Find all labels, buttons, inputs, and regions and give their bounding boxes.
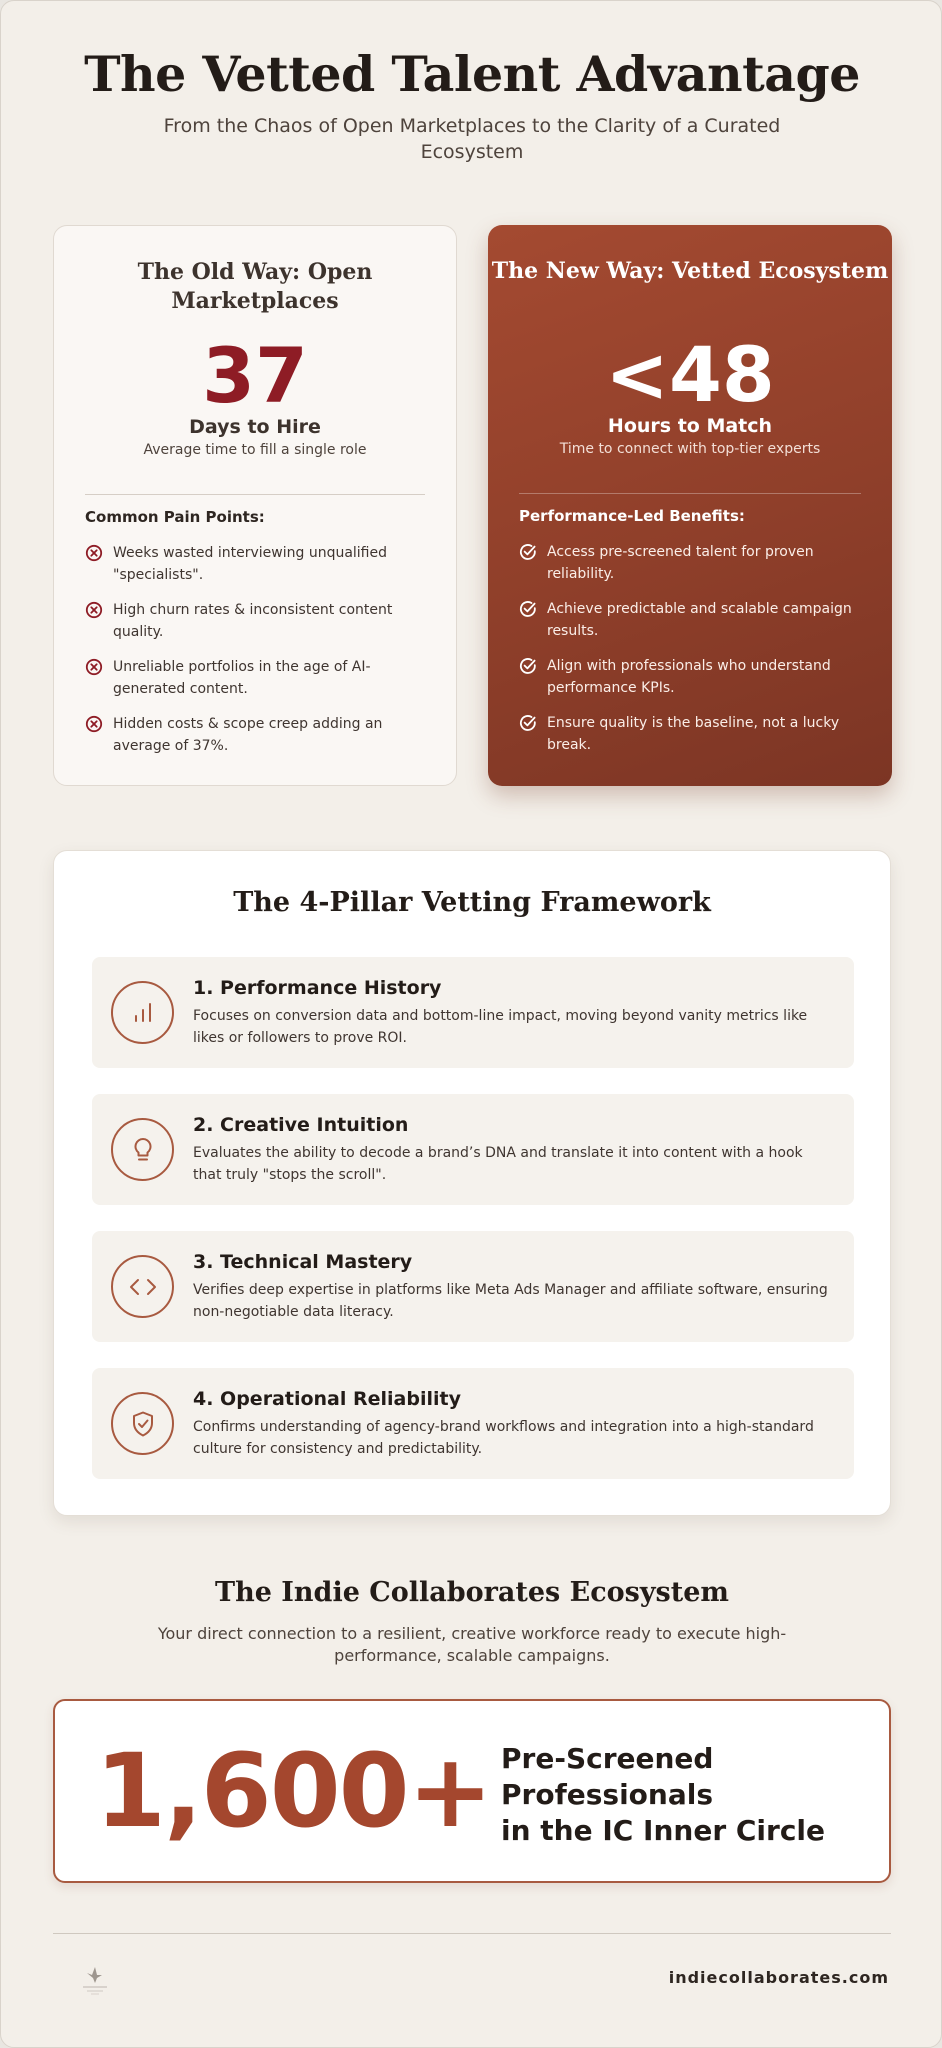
pillar-description: Evaluates the ability to decode a brand’s DNA and translate it into content with a hook that truly "stops the scroll". <box>193 1145 803 1183</box>
pillar-performance-history <box>92 957 854 1068</box>
code-icon <box>111 1255 174 1318</box>
benefit-text: Achieve predictable and scalable campaign results. <box>547 601 852 639</box>
professionals-count: 1,600+ <box>95 1732 492 1851</box>
check-circle-icon <box>519 598 547 625</box>
pillar-description: Focuses on conversion data and bottom-line impact, moving beyond vanity metrics like likes or followers to prove ROI. <box>193 1008 808 1046</box>
x-circle-icon <box>85 542 113 569</box>
pain-points-list <box>85 542 436 770</box>
old-way-card <box>53 225 457 786</box>
ecosystem-subtitle: Your direct connection to a resilient, creative workforce ready to execute high-performance, scalable campaigns. <box>157 1624 787 1665</box>
pillar-creative-intuition <box>92 1094 854 1205</box>
framework-title: The 4-Pillar Vetting Framework <box>233 887 711 918</box>
lightbulb-icon <box>111 1118 174 1181</box>
old-way-stat-caption: Average time to fill a single role <box>143 442 367 458</box>
check-circle-icon <box>519 655 547 682</box>
pillar-description: Confirms understanding of agency-brand workflows and integration into a high-standard culture for consistency and predictability. <box>193 1419 814 1457</box>
page-subtitle: From the Chaos of Open Marketplaces to the Clarity of a Curated Ecosystem <box>163 115 781 163</box>
ecosystem-title: The Indie Collaborates Ecosystem <box>215 1577 729 1608</box>
benefit-text: Access pre-screened talent for proven reliability. <box>547 544 814 582</box>
pillar-title: 3. Technical Mastery <box>193 1251 413 1273</box>
pain-points-heading: Common Pain Points: <box>85 508 265 526</box>
shield-check-icon <box>111 1392 174 1455</box>
check-circle-icon <box>519 541 547 568</box>
pillar-operational-reliability <box>92 1368 854 1479</box>
professionals-label-line: Pre-Screened <box>501 1742 714 1775</box>
benefit-text: Align with professionals who understand performance KPIs. <box>547 658 831 696</box>
new-way-stat-caption: Time to connect with top-tier experts <box>559 441 821 457</box>
old-way-stat: 37 <box>202 331 308 420</box>
check-circle-icon <box>519 712 547 739</box>
pain-point-text: High churn rates & inconsistent content quality. <box>113 602 393 640</box>
bird-logo-icon <box>73 1963 117 1997</box>
list-item <box>519 655 872 712</box>
pillar-title: 4. Operational Reliability <box>193 1388 461 1410</box>
vetting-framework-panel <box>53 850 891 1516</box>
x-circle-icon <box>85 599 113 626</box>
list-item <box>519 598 872 655</box>
pillar-title: 2. Creative Intuition <box>193 1114 409 1136</box>
professionals-label-line: in the IC Inner Circle <box>501 1814 826 1847</box>
pillar-technical-mastery <box>92 1231 854 1342</box>
new-way-card <box>488 225 892 786</box>
list-item <box>85 713 436 770</box>
bar-chart-icon <box>111 981 174 1044</box>
list-item <box>519 712 872 769</box>
footer-divider <box>53 1933 891 1934</box>
pillar-description: Verifies deep expertise in platforms like Meta Ads Manager and affiliate software, ensuring non-negotiable data literacy. <box>193 1282 828 1320</box>
new-way-stat-label: Hours to Match <box>607 415 773 437</box>
new-way-title: The New Way: Vetted Ecosystem <box>491 258 889 284</box>
pain-point-text: Weeks wasted interviewing unqualified "specialists". <box>113 545 388 583</box>
pain-point-text: Unreliable portfolios in the age of AI-generated content. <box>113 659 371 697</box>
divider <box>519 493 861 494</box>
pillar-title: 1. Performance History <box>193 977 442 999</box>
list-item <box>85 542 436 599</box>
page-title: The Vetted Talent Advantage <box>84 45 860 103</box>
benefits-heading: Performance-Led Benefits: <box>519 507 745 525</box>
new-way-stat: <48 <box>605 330 775 419</box>
x-circle-icon <box>85 713 113 740</box>
x-circle-icon <box>85 656 113 683</box>
divider <box>85 494 425 495</box>
list-item <box>519 541 872 598</box>
benefit-text: Ensure quality is the baseline, not a lucky break. <box>547 715 840 753</box>
list-item <box>85 656 436 713</box>
professionals-label-line: Professionals <box>501 1778 713 1811</box>
website-link[interactable]: indiecollaborates.com <box>668 1968 889 1987</box>
ecosystem-stat-box <box>53 1699 891 1883</box>
pain-point-text: Hidden costs & scope creep adding an average of 37%. <box>113 716 383 754</box>
list-item <box>85 599 436 656</box>
old-way-stat-label: Days to Hire <box>189 416 321 438</box>
professionals-label <box>501 1741 861 1849</box>
old-way-title: The Old Way: Open Marketplaces <box>137 259 373 314</box>
benefits-list <box>519 541 872 769</box>
